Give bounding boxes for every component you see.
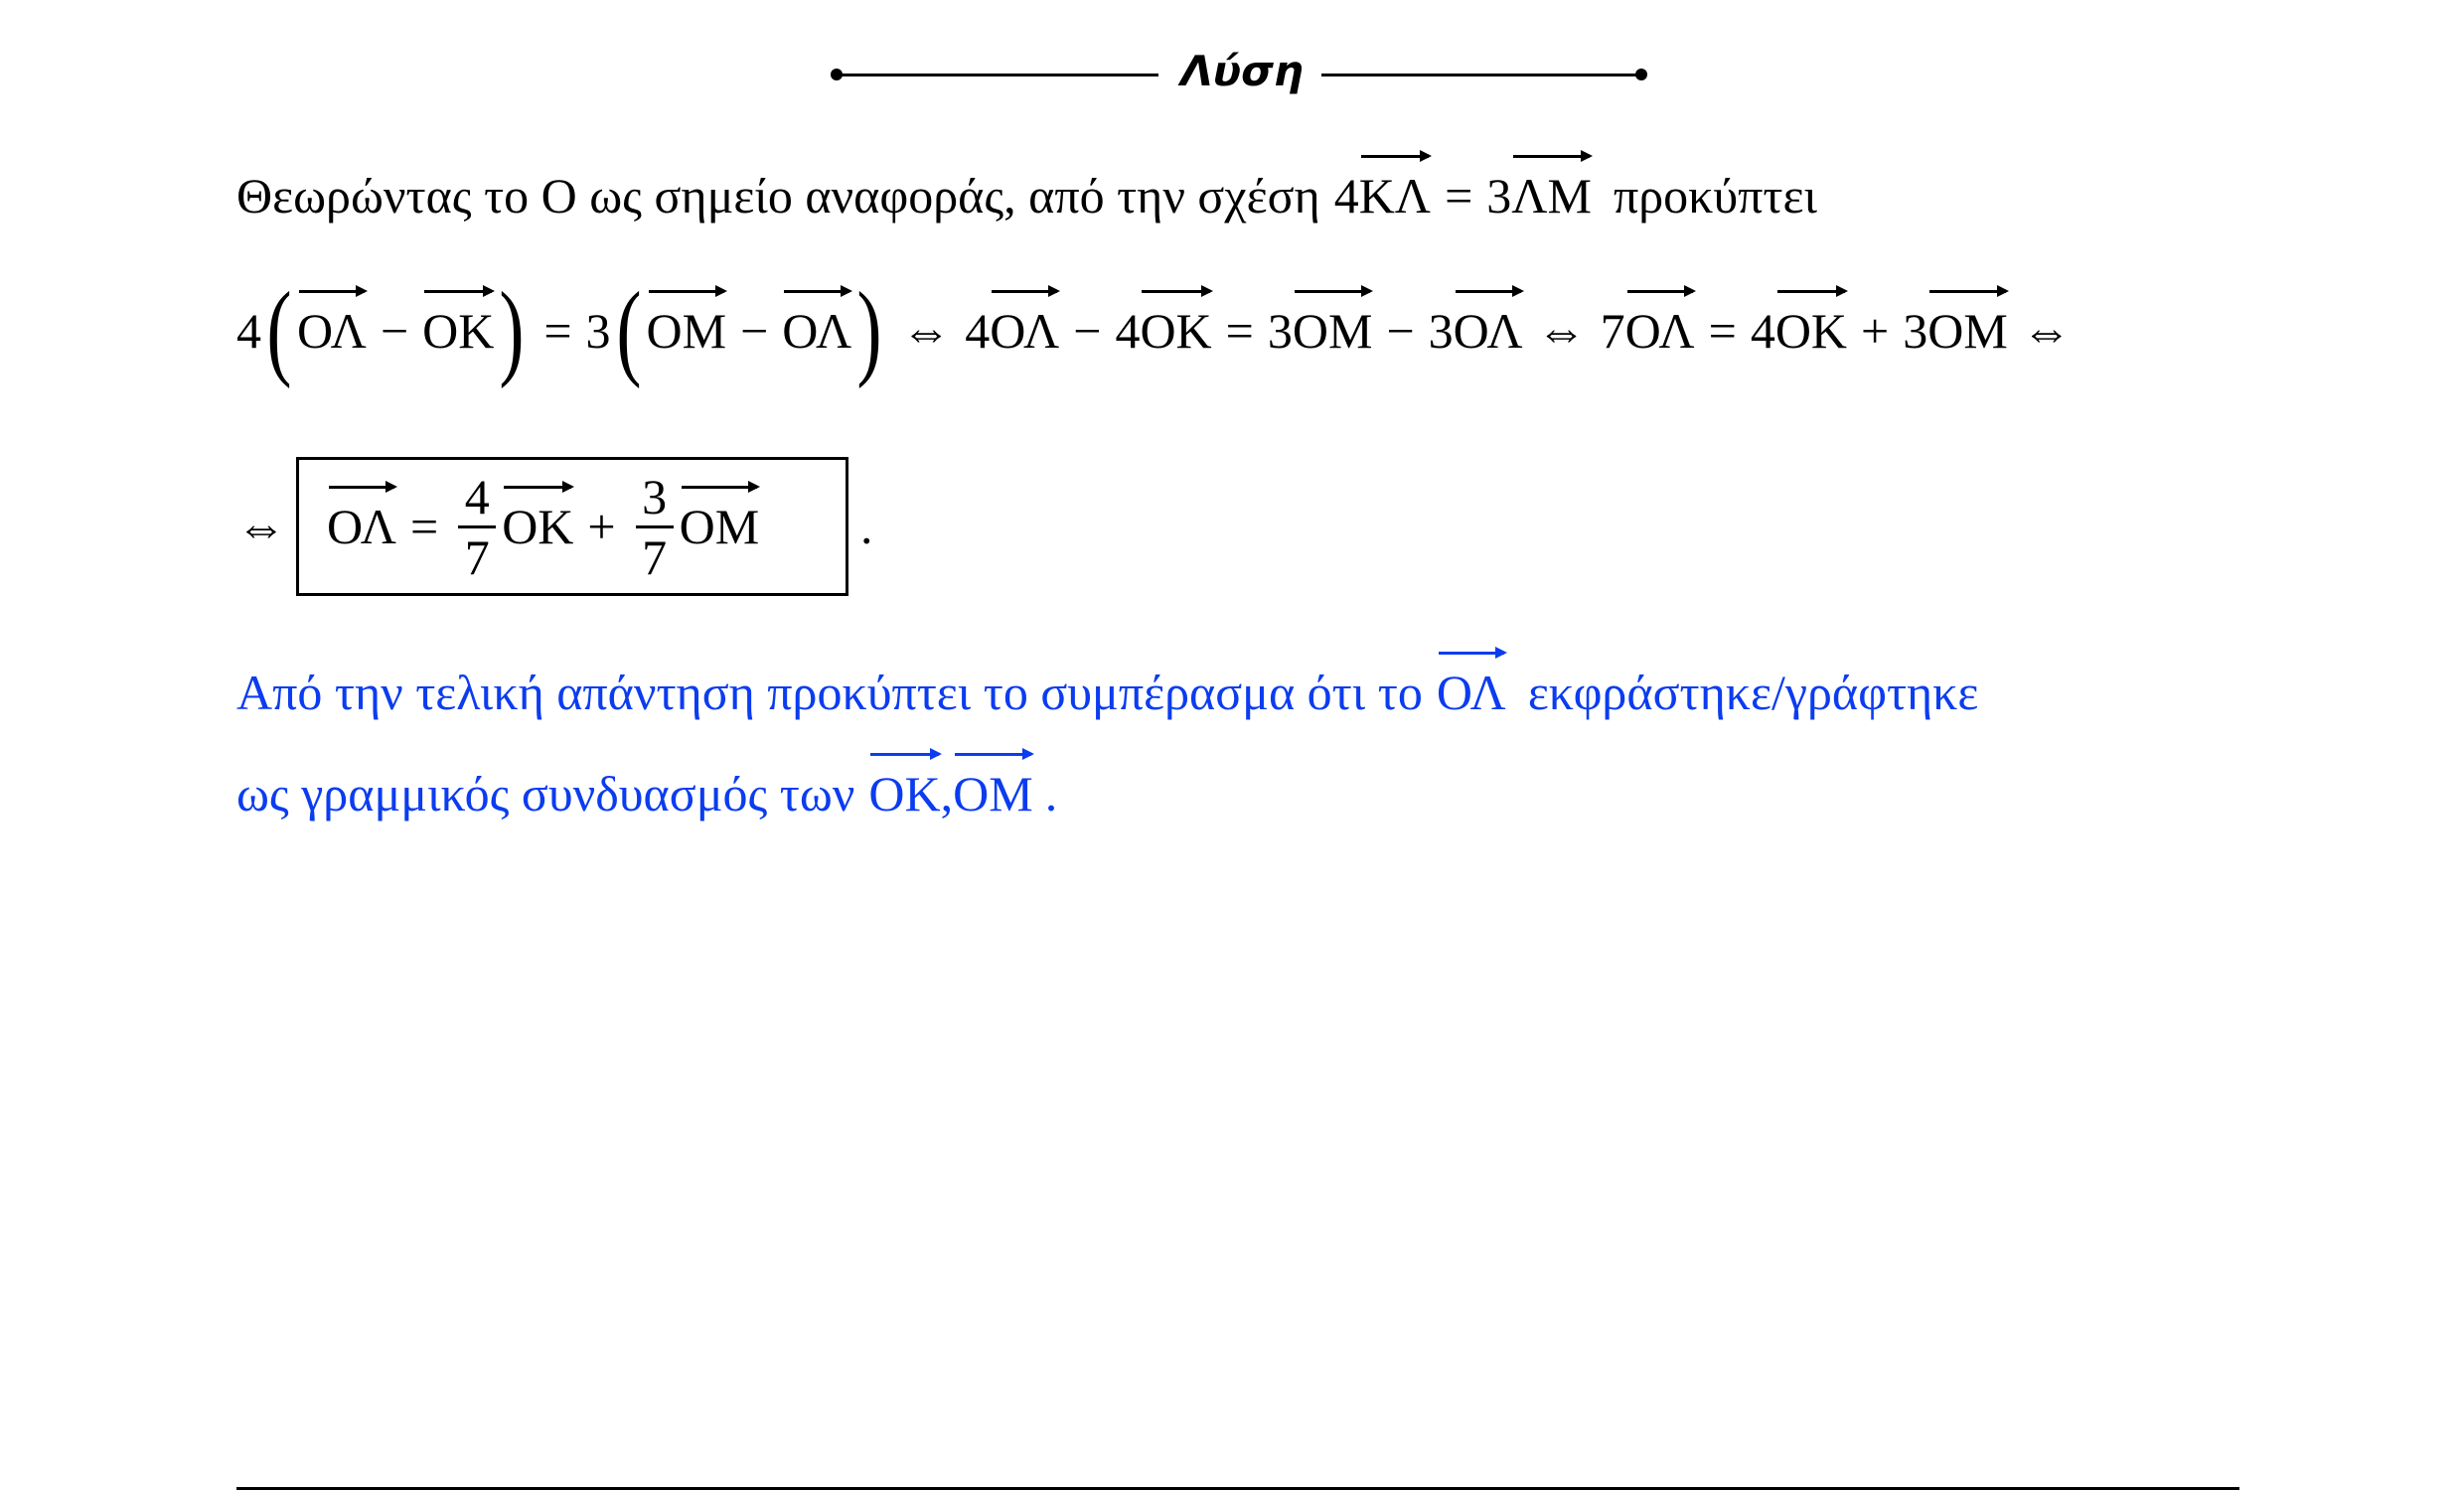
vector-ol: ΟΛ bbox=[990, 303, 1060, 359]
heading-right-dot bbox=[1635, 69, 1647, 80]
conclusion-line-1 bbox=[236, 664, 1978, 721]
heading-left-rule bbox=[835, 74, 1158, 76]
vector-ol: ΟΛ bbox=[327, 499, 396, 554]
vector-lm: ΛΜ bbox=[1511, 168, 1592, 224]
fraction-denominator: 7 bbox=[464, 528, 490, 585]
vector-kl: ΚΛ bbox=[1358, 168, 1432, 224]
vector-ol: ΟΛ bbox=[782, 303, 852, 359]
derivation-line: 4 ( ΟΛ − ΟΚ ) = 3 ( ΟΜ − ΟΛ ) ⇔ 4 ΟΛ − 4 ΟΚ = 3 ΟΜ − 3 ΟΛ ⇔ 7 ΟΛ = 4 ΟΚ + 3 ΟΜ ⇔ bbox=[236, 302, 2085, 360]
minus-sign: − bbox=[1073, 303, 1102, 359]
equals-sign: = bbox=[543, 303, 572, 359]
vector-om: ΟΜ bbox=[953, 766, 1033, 821]
coef: 7 bbox=[1600, 303, 1625, 359]
equals-sign: = bbox=[1445, 168, 1473, 224]
vector-ok: ΟΚ bbox=[1140, 303, 1212, 359]
vector-ol: ΟΛ bbox=[1453, 303, 1523, 359]
plus-sign: + bbox=[587, 499, 616, 554]
vector-om: ΟΜ bbox=[1927, 303, 2008, 359]
bottom-rule bbox=[236, 1487, 2239, 1490]
vector-ok: ΟΚ bbox=[868, 766, 941, 821]
conclusion-text: ως γραμμικός συνδυασμός των bbox=[236, 766, 855, 821]
vector-om: ΟΜ bbox=[679, 499, 760, 554]
minus-sign: − bbox=[380, 303, 409, 359]
statement-text: Θεωρώντας το Ο ως σημείο αναφοράς, από την σχέση bbox=[236, 168, 1320, 224]
plus-sign: + bbox=[1861, 303, 1890, 359]
period: . bbox=[1044, 766, 1058, 821]
fraction-four-sevenths bbox=[458, 468, 496, 586]
coef: 4 bbox=[236, 303, 261, 359]
vector-ok: ΟΚ bbox=[1774, 303, 1848, 359]
fraction-denominator: 7 bbox=[642, 528, 668, 585]
iff-sign: ⇔ bbox=[901, 303, 952, 359]
coef: 3 bbox=[1903, 303, 1928, 359]
period: . bbox=[860, 499, 873, 554]
vector-om: ΟΜ bbox=[646, 303, 727, 359]
equals-sign: = bbox=[1708, 303, 1737, 359]
conclusion-text-end: εκφράστηκε/γράφτηκε bbox=[1527, 665, 1979, 720]
comma: , bbox=[940, 766, 954, 821]
coef: 4 bbox=[965, 303, 991, 359]
vector-om: ΟΜ bbox=[1292, 303, 1373, 359]
coef: 3 bbox=[1428, 303, 1454, 359]
fraction-numerator: 3 bbox=[642, 468, 668, 524]
conclusion-text: Από την τελική απάντηση προκύπτει το συμπέρασμα ότι το bbox=[236, 665, 1423, 720]
result-box bbox=[296, 457, 848, 596]
minus-sign: − bbox=[740, 303, 769, 359]
equals-sign: = bbox=[1225, 303, 1254, 359]
statement-line bbox=[236, 167, 1817, 224]
fraction-three-sevenths bbox=[636, 468, 674, 586]
iff-sign: ⇔ bbox=[1536, 303, 1587, 359]
coef: 3 bbox=[1267, 303, 1293, 359]
coef: 4 bbox=[1115, 303, 1141, 359]
fraction-numerator: 4 bbox=[464, 468, 490, 524]
coef: 4 bbox=[1333, 168, 1359, 224]
vector-ok: ΟΚ bbox=[422, 303, 495, 359]
heading-title: Λύση bbox=[1180, 47, 1304, 95]
vector-ol: ΟΛ bbox=[1624, 303, 1695, 359]
vector-ol: ΟΛ bbox=[296, 303, 367, 359]
iff-sign: ⇔ bbox=[236, 499, 286, 554]
coef: 3 bbox=[1486, 168, 1512, 224]
conclusion-line-2 bbox=[236, 765, 1057, 822]
equals-sign: = bbox=[409, 499, 439, 554]
iff-sign: ⇔ bbox=[2021, 303, 2072, 359]
heading-right-rule bbox=[1321, 74, 1641, 76]
minus-sign: − bbox=[1386, 303, 1415, 359]
result-line bbox=[236, 455, 873, 598]
vector-ol: ΟΛ bbox=[1436, 665, 1506, 720]
statement-text-end: προκύπτει bbox=[1613, 168, 1817, 224]
coef: 3 bbox=[585, 303, 611, 359]
vector-ok: ΟΚ bbox=[502, 499, 574, 554]
coef: 4 bbox=[1750, 303, 1775, 359]
solution-heading bbox=[831, 42, 1655, 101]
